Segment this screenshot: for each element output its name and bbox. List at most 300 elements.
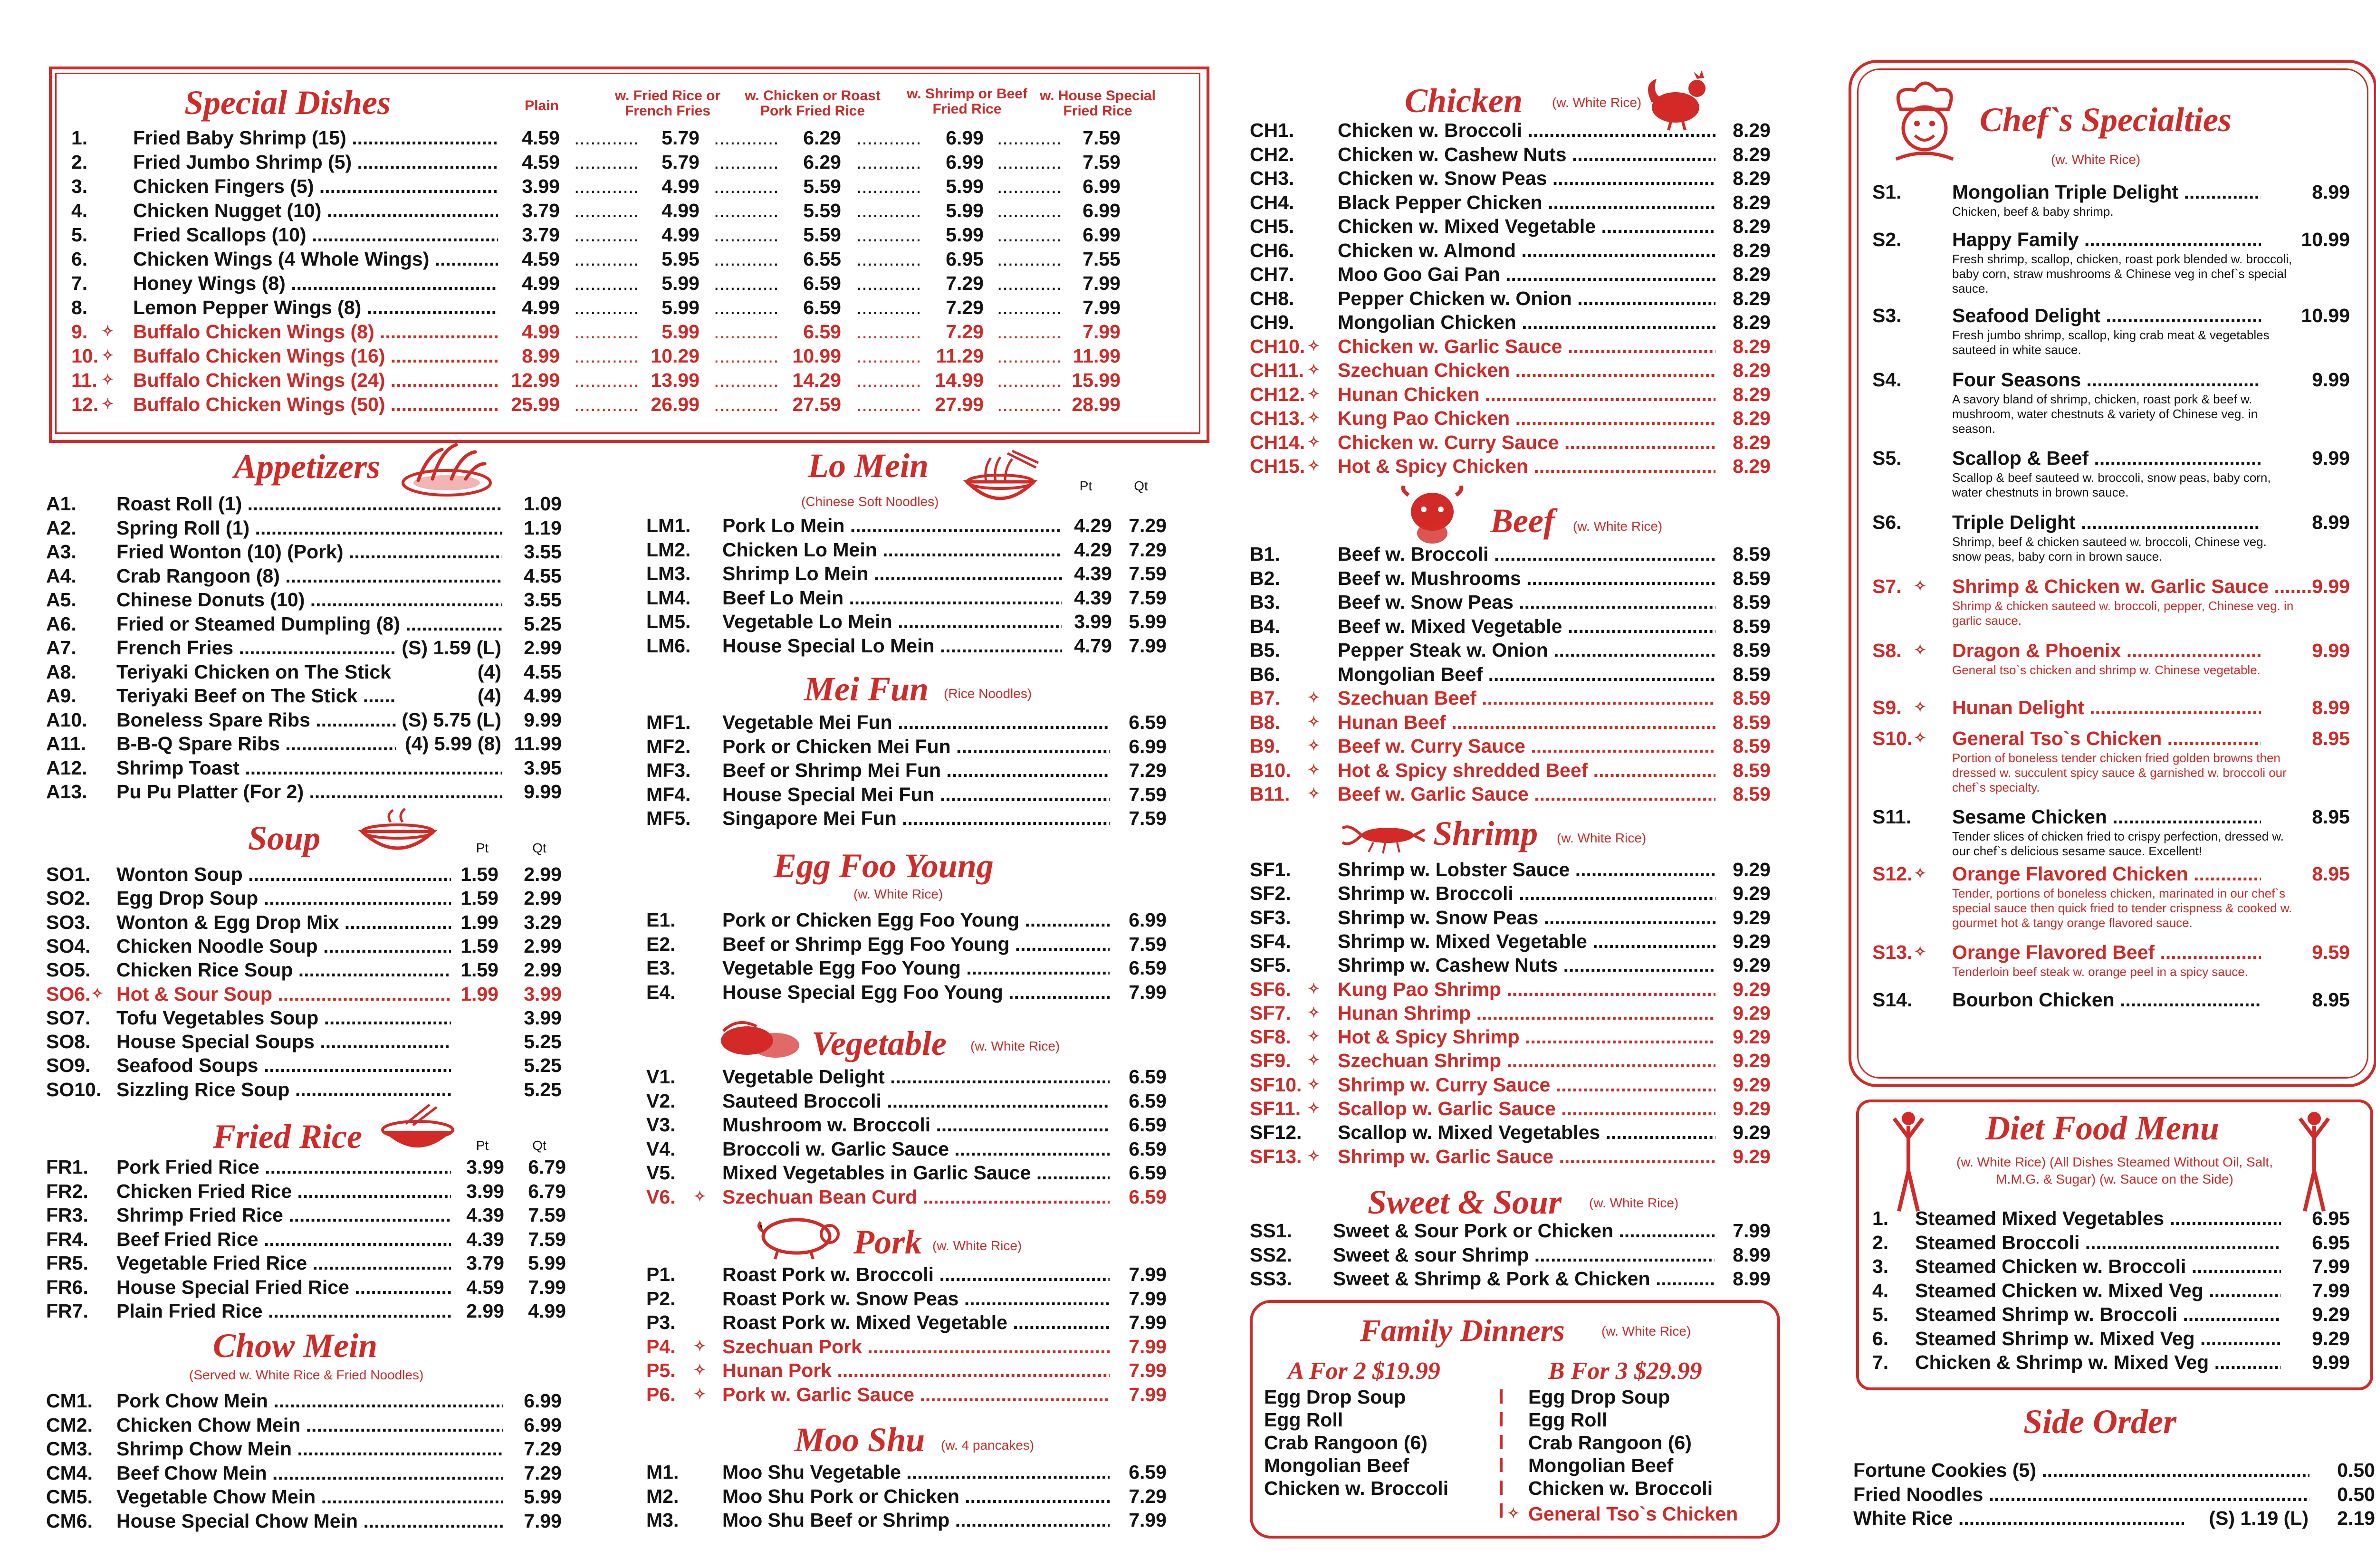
leader-dots bbox=[714, 151, 780, 173]
item-price: 10.99 bbox=[2301, 305, 2350, 326]
item-price: 8.99 bbox=[1733, 1268, 1771, 1290]
item-code: LM5. bbox=[646, 611, 691, 632]
leader-dots bbox=[856, 393, 923, 416]
chili-pepper-icon: ✧ bbox=[1308, 386, 1320, 402]
menu-item-row bbox=[71, 175, 1164, 198]
item-price: 4.29 bbox=[1074, 538, 1112, 561]
item-price: 7.99 bbox=[1083, 272, 1121, 294]
item-name: Szechuan Shrimp ..... bbox=[1338, 1049, 1715, 1072]
item-name: Pork Fried Rice ..... bbox=[116, 1156, 451, 1178]
item-name: Moo Shu Vegetable ..... bbox=[722, 1461, 1110, 1483]
item-code: 10. bbox=[71, 345, 98, 367]
menu-item-row bbox=[1250, 663, 1772, 686]
family-b-item: Mongolian Beef bbox=[1528, 1454, 1674, 1476]
item-price: 7.29 bbox=[524, 1462, 562, 1484]
menu-item-row bbox=[46, 780, 564, 803]
item-price: 7.99 bbox=[1129, 1287, 1167, 1310]
menu-item-row bbox=[646, 711, 1167, 734]
item-name: Shrimp Lo Mein ..... bbox=[722, 562, 1062, 585]
item-code: SF9. bbox=[1250, 1050, 1291, 1072]
item-price: 8.59 bbox=[1733, 591, 1771, 613]
item-code: P6. bbox=[646, 1383, 676, 1405]
leader-dots bbox=[856, 175, 923, 198]
item-price: 4.99 bbox=[661, 200, 699, 221]
item-name: Hunan Pork ..... bbox=[722, 1359, 1110, 1382]
lo-mein-title: Lo Mein bbox=[808, 447, 929, 485]
item-code: B11. bbox=[1250, 783, 1290, 805]
item-code: LM4. bbox=[646, 586, 691, 609]
menu-item-row bbox=[71, 248, 1164, 270]
item-price: 25.99 bbox=[511, 393, 560, 415]
vegetable-list bbox=[646, 1065, 1167, 1213]
item-price: 9.99 bbox=[524, 708, 562, 731]
item-price: 28.99 bbox=[1072, 393, 1121, 415]
menu-item-row bbox=[46, 636, 564, 659]
menu-item-row bbox=[646, 634, 1167, 657]
chef-item-row bbox=[1872, 304, 2352, 327]
item-price: 3.29 bbox=[524, 911, 562, 933]
item-price: 2.99 bbox=[524, 863, 562, 885]
item-price: 0.50 bbox=[2337, 1483, 2375, 1505]
item-price: 7.59 bbox=[1129, 807, 1167, 829]
item-price: 6.59 bbox=[803, 321, 841, 343]
chili-pepper-icon: ✧ bbox=[1308, 1148, 1320, 1164]
item-code: LM1. bbox=[646, 515, 691, 536]
menu-item-row bbox=[1853, 1507, 2376, 1530]
menu-item-row bbox=[1250, 239, 1772, 262]
menu-item-row bbox=[46, 1006, 564, 1029]
chefs-specialties-title: Chef`s Specialties bbox=[1980, 101, 2232, 139]
leader-dots bbox=[714, 296, 780, 319]
item-price: 4.55 bbox=[524, 564, 562, 587]
item-price: 6.95 bbox=[2312, 1207, 2350, 1229]
item-name: House Special Egg Foo Young ..... bbox=[722, 981, 1110, 1004]
item-name: Szechuan Pork ..... bbox=[722, 1335, 1110, 1358]
item-price: 6.59 bbox=[1129, 1066, 1167, 1088]
item-code: A6. bbox=[46, 612, 77, 635]
item-code: A7. bbox=[46, 637, 77, 659]
item-code: 1. bbox=[1872, 1207, 1889, 1229]
chili-pepper-icon: ✧ bbox=[102, 324, 114, 339]
menu-item-row bbox=[646, 1186, 1167, 1208]
item-code: A10. bbox=[46, 708, 87, 731]
egg-foo-young-list bbox=[646, 908, 1167, 1008]
item-code: S3. bbox=[1872, 305, 1902, 326]
menu-item-row bbox=[646, 514, 1167, 537]
family-b-title: B For 3 $29.99 bbox=[1548, 1358, 1702, 1385]
item-price: 7.99 bbox=[2312, 1279, 2350, 1301]
item-price: 8.99 bbox=[2312, 181, 2350, 203]
item-name: Beef w. Snow Peas ..... bbox=[1338, 591, 1715, 613]
chef-item-row bbox=[1872, 805, 2352, 828]
item-code: S6. bbox=[1872, 511, 1902, 533]
item-price: 4.59 bbox=[466, 1276, 504, 1298]
item-name: Hot & Sour Soup ..... bbox=[116, 983, 451, 1005]
item-price: 8.29 bbox=[1733, 239, 1771, 261]
family-a-list bbox=[1264, 1386, 1502, 1509]
item-code: 3. bbox=[71, 175, 88, 197]
menu-item-row bbox=[46, 1485, 564, 1508]
diet-food-note: (w. White Rice) (All Dishes Steamed Without Oil, Salt, M.M.G. & Sugar) (w. Sauce on the Side) bbox=[1956, 1155, 2273, 1186]
item-code: CH11. bbox=[1250, 359, 1304, 381]
item-price: 7.29 bbox=[1129, 759, 1167, 781]
item-name: Beef or Shrimp Egg Foo Young ..... bbox=[722, 933, 1110, 956]
item-code: 7. bbox=[71, 272, 88, 294]
item-price: 7.99 bbox=[2312, 1255, 2350, 1277]
item-price: 1.59 bbox=[460, 863, 498, 885]
menu-item-row bbox=[1250, 1025, 1772, 1048]
item-name: Sweet & sour Shrimp ..... bbox=[1333, 1243, 1715, 1266]
menu-item-row bbox=[646, 981, 1167, 1004]
menu-item-row bbox=[1250, 639, 1772, 661]
item-code: B9. bbox=[1250, 735, 1280, 757]
shrimp-dish-icon bbox=[399, 435, 494, 497]
item-price: 6.99 bbox=[1129, 735, 1167, 757]
item-price: 6.59 bbox=[1129, 1162, 1167, 1184]
item-code: SF2. bbox=[1250, 882, 1291, 905]
item-price: 11.29 bbox=[936, 345, 984, 367]
menu-item-row bbox=[1250, 783, 1772, 805]
chili-pepper-icon: ✧ bbox=[102, 372, 114, 388]
egg-foo-young-note: (w. White Rice) bbox=[853, 887, 943, 901]
menu-item-row bbox=[646, 1287, 1167, 1310]
item-price: 5.99 bbox=[946, 224, 984, 246]
chow-mein-title: Chow Mein bbox=[213, 1327, 378, 1365]
item-name: Hot & Spicy Shrimp ..... bbox=[1338, 1025, 1715, 1048]
menu-item-row bbox=[71, 272, 1164, 295]
item-price: 8.59 bbox=[1733, 639, 1771, 661]
item-price: 8.29 bbox=[1733, 383, 1771, 405]
menu-item-row bbox=[71, 393, 1164, 416]
item-price: 5.59 bbox=[803, 200, 841, 221]
menu-item-row bbox=[646, 1335, 1167, 1358]
family-a-item: Crab Rangoon (6) bbox=[1264, 1432, 1428, 1453]
item-description: Scallop & beef sauteed w. broccoli, snow peas, baby corn, water chestnuts in brown sauce. bbox=[1952, 470, 2271, 499]
item-code: SO1. bbox=[46, 863, 91, 885]
menu-item-row bbox=[46, 1078, 564, 1101]
vegetable-title: Vegetable bbox=[812, 1024, 947, 1062]
item-price: 6.59 bbox=[1129, 1114, 1167, 1136]
menu-item-row bbox=[46, 540, 564, 563]
menu-item-row bbox=[71, 199, 1164, 222]
menu-item-row bbox=[46, 911, 564, 934]
family-a-item: Egg Roll bbox=[1264, 1409, 1343, 1431]
item-name: Vegetable Mei Fun ..... bbox=[722, 711, 1110, 734]
chili-pepper-icon: ✧ bbox=[1308, 458, 1320, 474]
leader-dots bbox=[574, 126, 641, 149]
item-code: CH15. bbox=[1250, 455, 1305, 477]
item-name: Beef w. Curry Sauce ..... bbox=[1338, 735, 1715, 757]
pig-icon bbox=[754, 1213, 849, 1260]
item-price: 6.99 bbox=[946, 127, 984, 149]
item-name: House Special Lo Mein ..... bbox=[722, 634, 1062, 657]
leader-dots bbox=[856, 151, 923, 173]
menu-item-row bbox=[46, 708, 564, 731]
item-name: Chicken w. Snow Peas ..... bbox=[1338, 167, 1715, 190]
lo-mein-header-qt: Qt bbox=[1134, 478, 1148, 493]
leader-dots bbox=[856, 320, 923, 343]
item-name: Beef Chow Mein ..... bbox=[116, 1462, 503, 1484]
menu-item-row bbox=[46, 1228, 564, 1251]
item-price: 4.99 bbox=[524, 685, 562, 707]
item-price: 9.29 bbox=[1733, 1121, 1771, 1144]
chili-pepper-icon: ✧ bbox=[1914, 730, 1926, 746]
item-description: General tso`s chicken and shrimp w. Chinese vegetable. bbox=[1952, 663, 2261, 677]
chicken-title: Chicken bbox=[1405, 82, 1523, 120]
item-price: 4.99 bbox=[522, 296, 560, 318]
item-name: Pork Lo Mein ..... bbox=[722, 514, 1062, 537]
menu-item-row bbox=[1250, 735, 1772, 757]
menu-item-row bbox=[46, 1510, 564, 1532]
item-price: 9.99 bbox=[2312, 369, 2350, 391]
item-name: House Special Soups ..... bbox=[116, 1030, 451, 1053]
item-name: Fried Wonton (10) (Pork) ..... bbox=[116, 540, 502, 563]
menu-item-row bbox=[1853, 1459, 2376, 1482]
pork-title: Pork bbox=[853, 1223, 922, 1261]
item-price: 7.99 bbox=[1129, 981, 1167, 1003]
leader-dots bbox=[997, 344, 1063, 367]
item-price: 6.29 bbox=[803, 127, 841, 149]
item-size-price: (4) 5.99 (8) bbox=[405, 733, 501, 755]
item-price: 14.29 bbox=[792, 369, 841, 391]
item-price: 9.99 bbox=[2312, 1351, 2350, 1373]
menu-item-row bbox=[1250, 335, 1772, 358]
item-code: A2. bbox=[46, 516, 77, 539]
item-price: 8.59 bbox=[1733, 783, 1771, 805]
item-price: 8.59 bbox=[1733, 663, 1771, 685]
leader-dots bbox=[714, 175, 780, 198]
menu-item-row bbox=[646, 759, 1167, 782]
leader-dots bbox=[714, 126, 780, 149]
soup-header-qt: Qt bbox=[532, 841, 546, 855]
item-code: S8. bbox=[1872, 640, 1902, 661]
menu-item-row bbox=[1250, 431, 1772, 454]
family-divider bbox=[1500, 1458, 1503, 1472]
item-price: 5.99 bbox=[528, 1252, 566, 1274]
item-name: Chicken Chow Mein ..... bbox=[116, 1414, 503, 1436]
item-name: Triple Delight ..... bbox=[1952, 511, 2261, 534]
item-price: 7.99 bbox=[1129, 1509, 1167, 1531]
item-price: 3.99 bbox=[524, 1006, 562, 1029]
item-price: 1.59 bbox=[460, 959, 498, 981]
side-order-title: Side Order bbox=[2023, 1403, 2176, 1441]
item-name: Dragon & Phoenix ..... bbox=[1952, 639, 2261, 662]
item-name: Chicken Wings (4 Whole Wings) ..... bbox=[133, 248, 498, 270]
chili-pepper-icon: ✧ bbox=[1308, 690, 1320, 706]
item-name: Pepper Chicken w. Onion ..... bbox=[1338, 287, 1715, 310]
item-name: Fried or Steamed Dumpling (8) ..... bbox=[116, 612, 502, 635]
item-code: A5. bbox=[46, 589, 77, 611]
menu-item-row bbox=[646, 1138, 1167, 1160]
item-price: 6.99 bbox=[1083, 175, 1121, 197]
item-description: Fresh jumbo shrimp, scallop, king crab meat & vegetables sauteed in white sauce. bbox=[1952, 328, 2270, 357]
menu-item-row bbox=[1872, 1351, 2352, 1374]
item-name: Sauteed Broccoli ..... bbox=[722, 1090, 1110, 1112]
item-code: S1. bbox=[1872, 181, 1902, 203]
menu-item-row bbox=[46, 983, 564, 1005]
item-code: E2. bbox=[646, 933, 676, 955]
menu-item-row bbox=[646, 1509, 1167, 1531]
chow-mein-list bbox=[46, 1389, 564, 1537]
item-price: 3.99 bbox=[1074, 611, 1112, 632]
item-price: 8.29 bbox=[1733, 359, 1771, 381]
item-code: A4. bbox=[46, 564, 77, 587]
chef-item-row bbox=[1872, 988, 2352, 1011]
item-code: SF5. bbox=[1250, 954, 1291, 976]
item-name: House Special Chow Mein ..... bbox=[116, 1510, 503, 1532]
menu-item-row bbox=[646, 1263, 1167, 1286]
item-price: 7.29 bbox=[946, 272, 984, 294]
menu-item-row bbox=[646, 807, 1167, 830]
item-code: MF5. bbox=[646, 807, 691, 829]
item-price: 6.59 bbox=[1129, 1138, 1167, 1160]
item-code: 4. bbox=[1872, 1279, 1889, 1301]
menu-item-row bbox=[1250, 543, 1772, 565]
item-code: MF2. bbox=[646, 735, 691, 757]
chili-pepper-icon: ✧ bbox=[1308, 738, 1320, 754]
item-price: 7.59 bbox=[1129, 933, 1167, 955]
item-code: M1. bbox=[646, 1461, 679, 1483]
item-price: 4.59 bbox=[522, 151, 560, 173]
item-code: A1. bbox=[46, 493, 77, 515]
leader-dots bbox=[714, 369, 780, 392]
menu-item-row bbox=[46, 887, 564, 909]
leader-dots bbox=[714, 320, 780, 343]
item-price: 8.59 bbox=[1733, 711, 1771, 733]
menu-item-row bbox=[1250, 1073, 1772, 1096]
item-name: Shrimp w. Broccoli ..... bbox=[1338, 882, 1715, 905]
item-code: CH9. bbox=[1250, 311, 1294, 333]
menu-item-row bbox=[46, 1252, 564, 1274]
leader-dots bbox=[574, 199, 641, 222]
family-b-item: Egg Drop Soup bbox=[1528, 1386, 1670, 1408]
menu-item-row bbox=[1250, 1002, 1772, 1024]
item-code: CM1. bbox=[46, 1390, 93, 1412]
item-code: SS2. bbox=[1250, 1243, 1292, 1266]
item-price: 5.99 bbox=[946, 175, 984, 197]
menu-item-row bbox=[1250, 359, 1772, 382]
menu-item-row bbox=[1872, 1207, 2352, 1230]
item-name: Shrimp w. Curry Sauce ..... bbox=[1338, 1073, 1715, 1096]
item-name: White Rice ..... bbox=[1853, 1507, 2184, 1530]
item-code: 4. bbox=[71, 200, 88, 221]
menu-item-row bbox=[46, 564, 564, 587]
special-header-plain: Plain bbox=[525, 98, 559, 114]
item-code: CH6. bbox=[1250, 239, 1294, 261]
item-name: Fried Scallops (10) ..... bbox=[133, 223, 498, 246]
item-code: LM3. bbox=[646, 563, 691, 584]
item-price: 4.99 bbox=[661, 175, 699, 197]
item-price: 9.29 bbox=[1733, 930, 1771, 952]
item-description: A savory bland of shrimp, chicken, roast pork & beef w. mushroom, water chestnuts & variety of Chinese veg. in season. bbox=[1952, 392, 2258, 436]
item-price: 7.59 bbox=[1083, 127, 1121, 149]
menu-item-row bbox=[46, 516, 564, 539]
item-name: Szechuan Beef ..... bbox=[1338, 687, 1715, 709]
sweet-sour-note: (w. White Rice) bbox=[1589, 1195, 1679, 1210]
item-code: SF4. bbox=[1250, 930, 1291, 952]
item-name: Hunan Chicken ..... bbox=[1338, 383, 1715, 406]
item-price: 8.29 bbox=[1733, 311, 1771, 333]
item-name: Pu Pu Platter (For 2) ..... bbox=[116, 780, 502, 803]
item-name: Mixed Vegetables in Garlic Sauce ..... bbox=[722, 1161, 1110, 1184]
item-price: 3.99 bbox=[522, 175, 560, 197]
item-size-price: (4) bbox=[477, 685, 501, 707]
item-name: Shrimp w. Snow Peas ..... bbox=[1338, 906, 1715, 929]
item-price: 7.29 bbox=[946, 296, 984, 318]
leader-dots bbox=[997, 296, 1063, 319]
menu-item-row bbox=[646, 1090, 1167, 1112]
item-price: 3.99 bbox=[466, 1180, 504, 1202]
item-code: FR7. bbox=[46, 1300, 88, 1322]
chili-pepper-icon: ✧ bbox=[1507, 1506, 1520, 1521]
item-price: 6.95 bbox=[946, 248, 984, 270]
item-code: S4. bbox=[1872, 369, 1902, 391]
item-name: Lemon Pepper Wings (8) ..... bbox=[133, 296, 498, 319]
item-price: 7.55 bbox=[1083, 248, 1121, 270]
item-name: Chicken w. Mixed Vegetable ..... bbox=[1338, 215, 1715, 238]
item-price: 5.79 bbox=[661, 151, 699, 173]
item-code: CH12. bbox=[1250, 383, 1305, 405]
item-price: 7.59 bbox=[1129, 586, 1167, 609]
family-divider bbox=[1500, 1412, 1503, 1426]
item-name: Roast Roll (1) ..... bbox=[116, 492, 502, 515]
item-price: 5.25 bbox=[524, 1054, 562, 1077]
cow-head-icon bbox=[1399, 486, 1466, 547]
item-description: Shrimp & chicken sauteed w. broccoli, pepper, Chinese veg. in garlic sauce. bbox=[1952, 599, 2294, 628]
soup-bowl-icon bbox=[357, 803, 438, 860]
family-a-title: A For 2 $19.99 bbox=[1288, 1358, 1440, 1385]
item-name: Vegetable Chow Mein ..... bbox=[116, 1485, 503, 1508]
item-name: Chicken Fingers (5) ..... bbox=[133, 175, 498, 198]
fried-rice-header-pt: Pt bbox=[476, 1138, 489, 1153]
item-code: CH1. bbox=[1250, 119, 1294, 141]
item-name: Buffalo Chicken Wings (16) ..... bbox=[133, 344, 498, 367]
item-price: 8.59 bbox=[1733, 615, 1771, 637]
item-price: 5.25 bbox=[524, 1031, 562, 1053]
leader-dots bbox=[856, 272, 923, 295]
item-price: 7.99 bbox=[1129, 1263, 1167, 1285]
item-code: CH14. bbox=[1250, 431, 1305, 453]
family-b-item: Crab Rangoon (6) bbox=[1528, 1432, 1692, 1453]
menu-item-row bbox=[46, 660, 564, 683]
leader-dots bbox=[574, 320, 641, 343]
item-name: Chicken Nugget (10) ..... bbox=[133, 199, 498, 222]
item-code: S10. bbox=[1872, 727, 1913, 749]
item-price: 9.29 bbox=[1733, 1145, 1771, 1167]
item-price: 4.59 bbox=[522, 127, 560, 149]
item-price: 3.55 bbox=[524, 541, 562, 563]
item-name: Teriyaki Chicken on The Stick ..... bbox=[116, 660, 396, 683]
item-price: 9.99 bbox=[2312, 575, 2350, 597]
item-price: 12.99 bbox=[511, 369, 560, 391]
item-code: B4. bbox=[1250, 615, 1280, 637]
item-price: 8.29 bbox=[1733, 431, 1771, 453]
item-code: 1. bbox=[71, 127, 88, 149]
menu-item-row bbox=[1250, 978, 1772, 1001]
menu-item-row bbox=[46, 935, 564, 957]
item-price: 2.99 bbox=[524, 887, 562, 909]
item-name: Beef w. Broccoli ..... bbox=[1338, 543, 1715, 565]
item-name: French Fries ..... bbox=[116, 636, 396, 659]
item-name: Roast Pork w. Broccoli ..... bbox=[722, 1263, 1110, 1286]
pork-note: (w. White Rice) bbox=[932, 1238, 1022, 1253]
item-name: Szechuan Chicken ..... bbox=[1338, 359, 1715, 382]
leader-dots bbox=[997, 151, 1063, 173]
item-price: 2.99 bbox=[524, 959, 562, 981]
chili-pepper-icon: ✧ bbox=[1308, 1052, 1320, 1069]
item-price: 5.25 bbox=[524, 612, 562, 635]
item-price: 5.99 bbox=[524, 1486, 562, 1508]
